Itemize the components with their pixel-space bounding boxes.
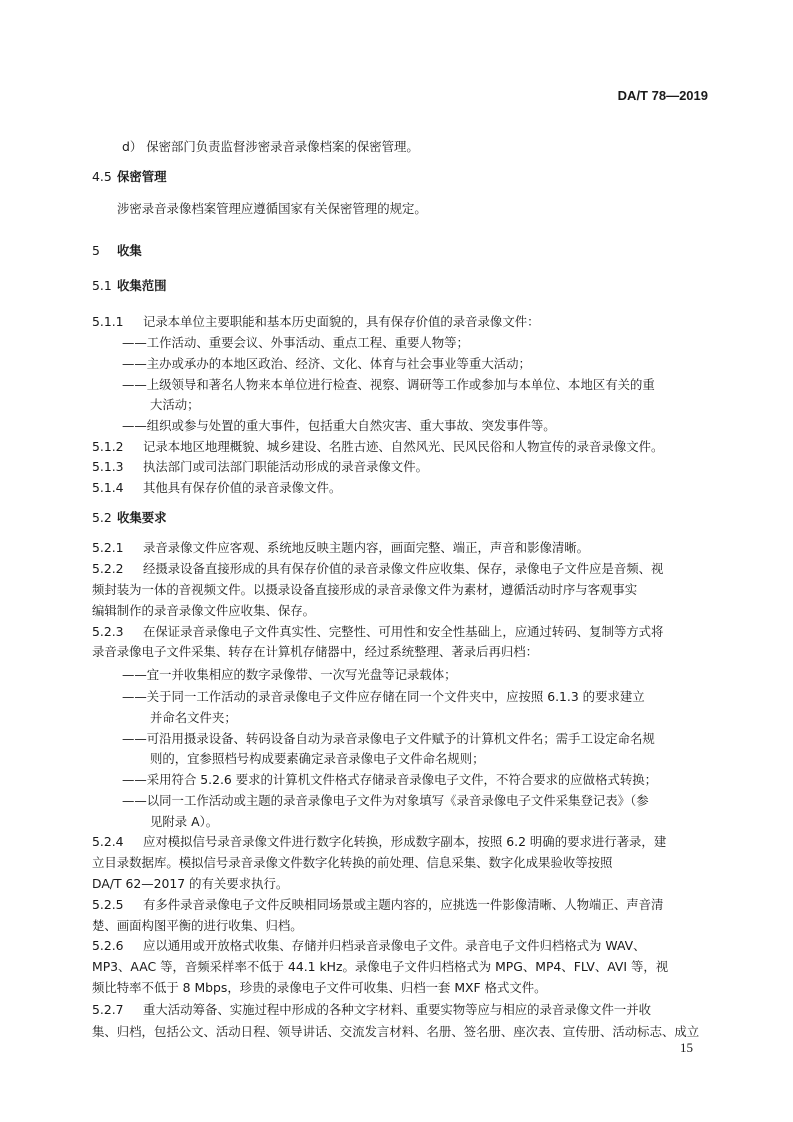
clause-number: 5.2.3 bbox=[92, 624, 124, 639]
line-text: 录音录像电子文件采集、转存在计算机存储器中，经过系统整理、著录后再归档： bbox=[92, 644, 539, 659]
line-text: 记录本单位主要职能和基本历史面貌的，具有保存价值的录音录像文件： bbox=[143, 314, 540, 329]
page-number: 15 bbox=[680, 1040, 693, 1055]
line-text: ——组织或参与处置的重大事件，包括重大自然灾害、重大事故、突发事件等。 bbox=[122, 418, 556, 433]
clause-number: 5.2 bbox=[92, 510, 112, 525]
clause-number: 4.5 bbox=[92, 169, 112, 184]
document-code: DA/T 78—2019 bbox=[617, 88, 708, 103]
clause-number: 5.1.2 bbox=[92, 439, 124, 454]
line-text: 录音录像文件应客观、系统地反映主题内容，画面完整、端正，声音和影像清晰。 bbox=[143, 540, 590, 555]
line-text: ——主办或承办的本地区政治、经济、文化、体育与社会事业等重大活动； bbox=[122, 356, 531, 371]
line-text: 编辑制作的录音录像文件应收集、保存。 bbox=[92, 603, 316, 618]
line-text: DA/T 62—2017 的有关要求执行。 bbox=[92, 876, 289, 891]
line-text: ——上级领导和著名人物来本单位进行检查、视察、调研等工作或参加与本单位、本地区有关的重 bbox=[122, 377, 655, 392]
clause-number: 5.2.1 bbox=[92, 540, 124, 555]
clause-number: 5.1 bbox=[92, 278, 112, 293]
clause-number: 5.2.2 bbox=[92, 561, 124, 576]
line-text: 大活动； bbox=[150, 397, 200, 412]
line-text: 重大活动筹备、实施过程中形成的各种文字材料、重要实物等应与相应的录音录像文件一并收 bbox=[143, 1002, 652, 1017]
line-text: ——采用符合 5.2.6 要求的计算机文件格式存储录音录像电子文件，不符合要求的应做格式转换； bbox=[122, 772, 658, 787]
heading-text: 保密管理 bbox=[117, 169, 167, 184]
heading-text: 收集要求 bbox=[117, 510, 167, 525]
line-text: 应以通用或开放格式收集、存储并归档录音录像电子文件。录音电子文件归档格式为 WAV、 bbox=[143, 938, 646, 953]
line-text: 记录本地区地理概貌、城乡建设、名胜古迹、自然风光、民风民俗和人物宣传的录音录像文件。 bbox=[143, 439, 664, 454]
line-text: ——关于同一工作活动的录音录像电子文件应存储在同一个文件夹中，应按照 6.1.3 的要求建立 bbox=[122, 689, 645, 704]
line-text: MP3、AAC 等，音频采样率不低于 44.1 kHz。录像电子文件归档格式为 MPG、MP4、FLV、AVI 等，视 bbox=[92, 959, 669, 974]
line-text: 立目录数据库。模拟信号录音录像文件数字化转换的前处理、信息采集、数字化成果验收等按照 bbox=[92, 855, 613, 870]
line-text: d） 保密部门负责监督涉密录音录像档案的保密管理。 bbox=[122, 139, 419, 154]
clause-number: 5.2.7 bbox=[92, 1002, 124, 1017]
clause-number: 5.2.6 bbox=[92, 938, 124, 953]
line-text: ——宜一并收集相应的数字录像带、一次写光盘等记录载体； bbox=[122, 667, 457, 682]
line-text: 频封装为一体的音视频文件。以摄录设备直接形成的录音录像文件为素材，遵循活动时序与客观事实 bbox=[92, 582, 638, 597]
line-text: 集、归档，包括公文、活动日程、领导讲话、交流发言材料、名册、签名册、座次表、宣传册、活动标志、成立 bbox=[92, 1024, 700, 1039]
line-text: ——工作活动、重要会议、外事活动、重点工程、重要人物等； bbox=[122, 335, 469, 350]
clause-number: 5.2.4 bbox=[92, 834, 124, 849]
line-text: 频比特率不低于 8 Mbps，珍贵的录像电子文件可收集、归档一套 MXF 格式文件。 bbox=[92, 980, 547, 995]
line-text: 楚、画面构图平衡的进行收集、归档。 bbox=[92, 918, 303, 933]
heading-text: 收集 bbox=[117, 243, 142, 258]
line-text: 并命名文件夹； bbox=[150, 710, 237, 725]
line-text: 经摄录设备直接形成的具有保存价值的录音录像文件应收集、保存，录像电子文件应是音频、视 bbox=[143, 561, 664, 576]
line-text: ——以同一工作活动或主题的录音录像电子文件为对象填写《录音录像电子文件采集登记表》（参 bbox=[122, 793, 649, 808]
clause-number: 5 bbox=[92, 243, 100, 258]
clause-number: 5.2.5 bbox=[92, 897, 124, 912]
line-text: ——可沿用摄录设备、转码设备自动为录音录像电子文件赋予的计算机文件名；需手工设定命名规 bbox=[122, 731, 655, 746]
line-text: 在保证录音录像电子文件真实性、完整性、可用性和安全性基础上，应通过转码、复制等方式将 bbox=[143, 624, 664, 639]
line-text: 则的，宜参照档号构成要素确定录音录像电子文件命名规则； bbox=[150, 751, 485, 766]
line-text: 执法部门或司法部门职能活动形成的录音录像文件。 bbox=[143, 459, 428, 474]
clause-number: 5.1.1 bbox=[92, 314, 124, 329]
line-text: 应对模拟信号录音录像文件进行数字化转换，形成数字副本，按照 6.2 明确的要求进行著录，建 bbox=[143, 834, 667, 849]
line-text: 见附录 A）。 bbox=[150, 814, 219, 829]
heading-text: 收集范围 bbox=[117, 278, 167, 293]
line-text: 涉密录音录像档案管理应遵循国家有关保密管理的规定。 bbox=[117, 201, 427, 216]
clause-number: 5.1.4 bbox=[92, 480, 124, 495]
clause-number: 5.1.3 bbox=[92, 459, 124, 474]
line-text: 有多件录音录像电子文件反映相同场景或主题内容的，应挑选一件影像清晰、人物端正、声音清 bbox=[143, 897, 664, 912]
line-text: 其他具有保存价值的录音录像文件。 bbox=[143, 480, 342, 495]
